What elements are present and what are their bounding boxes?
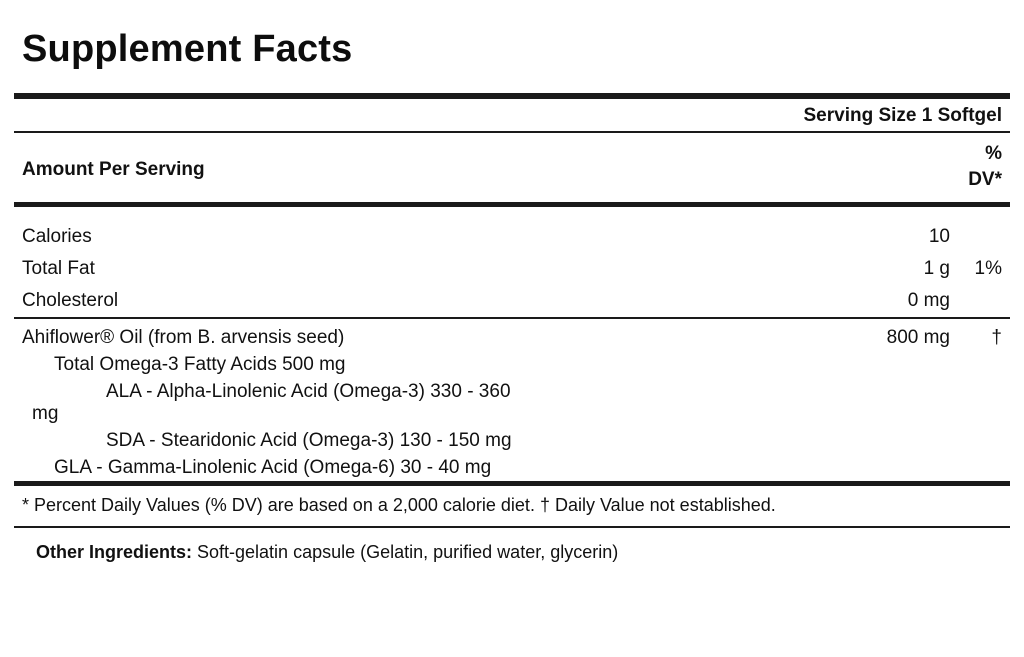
table-row [14, 319, 1010, 351]
amount-per-serving-label: Amount Per Serving [22, 159, 205, 180]
nutrient-amount: 0 mg [907, 290, 950, 312]
nutrient-name: Cholesterol [22, 290, 119, 312]
other-ingredients-text: Soft-gelatin capsule (Gelatin, purified water, glycerin) [192, 542, 619, 563]
nutrient-amount: 1 g [923, 258, 950, 280]
dv-header-percent: % [985, 143, 1002, 164]
table-row [14, 253, 1010, 285]
ingredient-name: Ahiflower® Oil (from B. arvensis seed) [22, 327, 345, 349]
nutrient-name: Calories [22, 226, 92, 248]
list-spacer [14, 207, 1010, 221]
ala-line-2: mg [32, 403, 59, 425]
other-ingredients [14, 528, 1010, 563]
list-item [14, 378, 1010, 427]
nutrient-list [14, 207, 1010, 317]
ingredient-dv: † [991, 327, 1002, 349]
ala-line-1: ALA - Alpha-Linolenic Acid (Omega-3) 330 - 360 [106, 381, 511, 403]
list-item: GLA - Gamma-Linolenic Acid (Omega-6) 30 - 40 mg [54, 457, 492, 479]
nutrient-dv: 1% [974, 258, 1002, 280]
list-item: Total Omega-3 Fatty Acids 500 mg [54, 354, 346, 376]
table-row [14, 285, 1010, 317]
table-row [14, 221, 1010, 253]
daily-value-header [968, 141, 1002, 192]
nutrient-name: Total Fat [22, 258, 95, 280]
amount-per-serving-header [14, 133, 1010, 202]
serving-size: Serving Size 1 Softgel [803, 105, 1002, 126]
page-title: Supplement Facts [22, 28, 353, 70]
list-item: SDA - Stearidonic Acid (Omega-3) 130 - 150 mg [106, 430, 512, 452]
dv-header-dv: DV* [968, 168, 1002, 190]
other-ingredients-label: Other Ingredients: [36, 542, 193, 563]
footnote: * Percent Daily Values (% DV) are based on a 2,000 calorie diet. † Daily Value not established. [22, 495, 776, 516]
nutrient-amount: 10 [928, 226, 950, 248]
ingredient-amount: 800 mg [886, 327, 950, 349]
